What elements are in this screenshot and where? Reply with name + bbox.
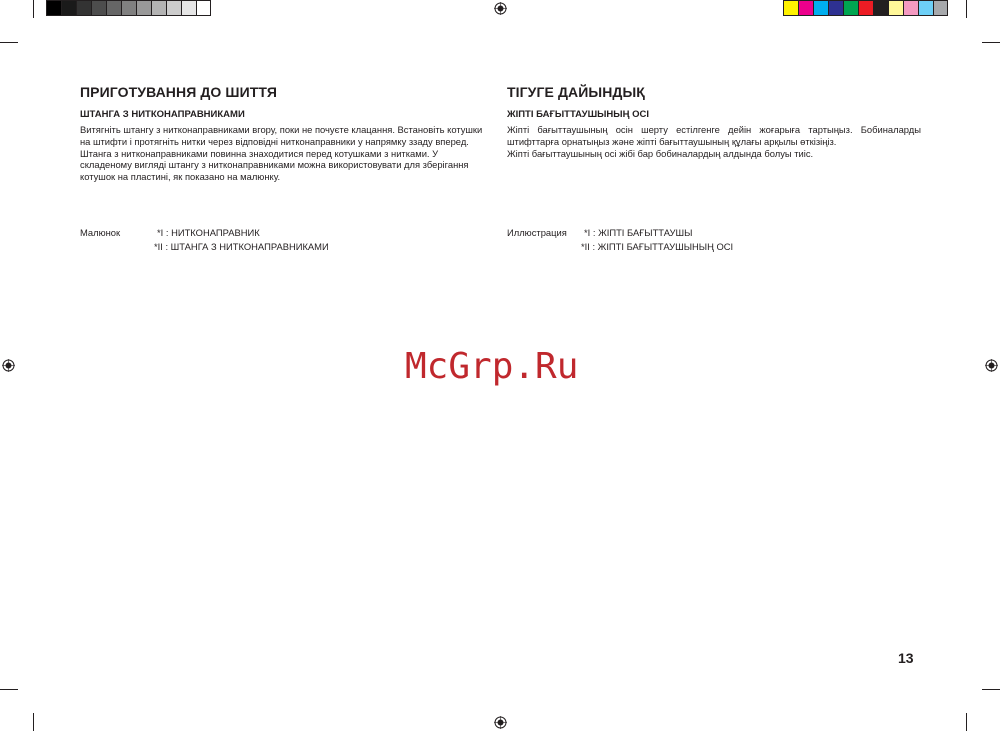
registration-mark-icon xyxy=(494,2,507,15)
color-swatch xyxy=(888,0,903,16)
body-line: котушок на пластині, як показано на малюнку. xyxy=(80,171,281,183)
color-swatch xyxy=(76,0,91,16)
section-subtitle: ЖІПТІ БАҒЫТТАУШЫНЫҢ ОСІ xyxy=(507,109,649,120)
color-swatch xyxy=(873,0,888,16)
color-swatch xyxy=(843,0,858,16)
caption-item: *II : ШТАНГА З НИТКОНАПРАВНИКАМИ xyxy=(154,241,329,252)
section-kazakh xyxy=(507,84,921,159)
figure-caption xyxy=(80,226,500,256)
body-line: на штифти і протягніть нитки через відповідні нитконаправники у напрямку ззаду вперед. xyxy=(80,135,469,147)
caption-label: Малюнок xyxy=(80,227,121,238)
color-swatch xyxy=(136,0,151,16)
color-swatch xyxy=(933,0,948,16)
color-swatch xyxy=(918,0,933,16)
body-line: Штанга з нитконаправниками повинна знаходитися перед котушками з нитками. У xyxy=(80,147,439,159)
caption-item: *II : ЖІПТІ БАҒЫТТАУШЫНЫҢ ОСІ xyxy=(581,241,734,252)
body-line: штифттарға орнатыңыз және жіпті бағыттаушының құлағы арқылы өткізіңіз. xyxy=(507,135,837,147)
color-swatch xyxy=(121,0,136,16)
body-paragraph xyxy=(80,124,494,183)
registration-mark-icon xyxy=(2,359,15,372)
color-swatch xyxy=(858,0,873,16)
caption-label: Иллюстрация xyxy=(507,227,567,238)
color-swatch xyxy=(196,0,211,16)
section-subtitle: ШТАНГА З НИТКОНАПРАВНИКАМИ xyxy=(80,109,245,120)
color-swatch xyxy=(61,0,76,16)
color-swatch xyxy=(181,0,196,16)
color-swatch xyxy=(151,0,166,16)
section-ukrainian xyxy=(80,84,494,183)
color-swatch xyxy=(798,0,813,16)
color-swatch xyxy=(903,0,918,16)
body-line: Витягніть штангу з нитконаправниками вгору, поки не почуєте клацання. Встановіть котушки xyxy=(80,124,483,135)
section-title: ТІГУГЕ ДАЙЫНДЫҚ xyxy=(507,84,645,100)
body-line: складеному вигляді штангу з нитконаправниками можна використовувати для зберігання xyxy=(80,159,469,171)
caption-item: *I : НИТКОНАПРАВНИК xyxy=(157,227,260,238)
figure-caption xyxy=(507,226,927,256)
color-swatch xyxy=(828,0,843,16)
registration-mark-icon xyxy=(494,716,507,729)
body-line: Жіпті бағыттаушының осін шерту естілгенге дейін жоғарыға тартыңыз. Бобиналарды xyxy=(507,124,921,135)
section-title: ПРИГОТУВАННЯ ДО ШИТТЯ xyxy=(80,84,278,100)
caption-item: *I : ЖІПТІ БАҒЫТТАУШЫ xyxy=(584,227,693,238)
color-swatch xyxy=(91,0,106,16)
watermark: McGrp.Ru xyxy=(405,346,579,387)
page-number: 13 xyxy=(898,650,914,666)
color-swatch xyxy=(813,0,828,16)
color-swatch xyxy=(783,0,798,16)
color-swatch xyxy=(106,0,121,16)
registration-mark-icon xyxy=(985,359,998,372)
grayscale-calibration-bar xyxy=(46,0,211,16)
body-paragraph xyxy=(507,124,921,159)
color-swatch xyxy=(166,0,181,16)
body-line: Жіпті бағыттаушының осі жібі бар бобиналардың алдында болуы тиіс. xyxy=(507,147,814,159)
color-swatch xyxy=(46,0,61,16)
color-calibration-bar xyxy=(783,0,948,16)
